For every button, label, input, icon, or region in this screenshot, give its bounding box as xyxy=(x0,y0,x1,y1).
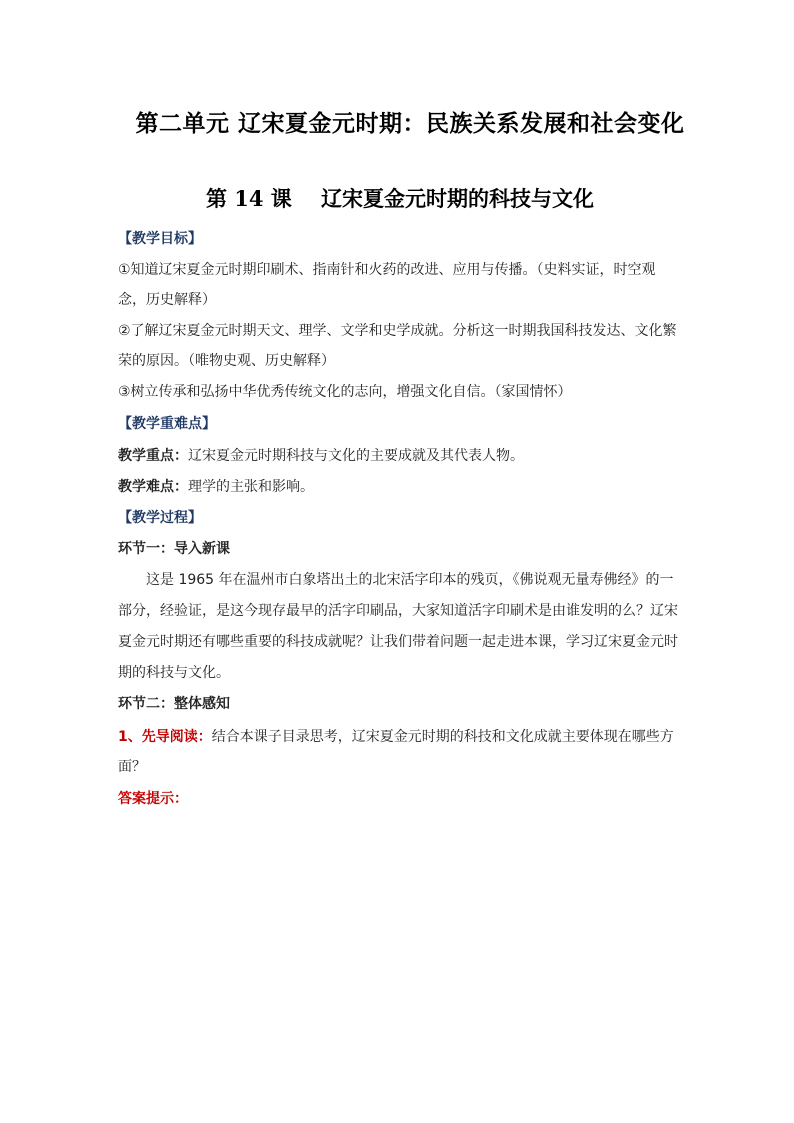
reading-text: 结合本课子目录思考，辽宋夏金元时期的科技和文化成就主要体现在哪些方面？ xyxy=(118,729,674,775)
objective-item: ①知道辽宋夏金元时期印刷术、指南针和火药的改进、应用与传播。（史料实证，时空观念，历史解释） xyxy=(118,262,656,308)
difficulty-text: 理学的主张和影响。 xyxy=(188,479,314,495)
step1-text: 这是 1965 年在温州市白象塔出土的北宋活字印本的残页，《佛说观无量寿佛经》的一部分，经验证，是这今现存最早的活字印刷品，大家知道活字印刷术是由谁发明的么？辽宋夏金元时期还有哪些重要的科技成就呢？让我们带着问题一起走进本课，学习辽宋夏金元时期的科技与文化。 xyxy=(118,572,678,681)
step1-label: 环节一：导入新课 xyxy=(118,541,230,557)
focus-line xyxy=(118,441,678,471)
objective-item: ③树立传承和弘扬中华优秀传统文化的志向，增强文化自信。（家国情怀） xyxy=(118,384,572,400)
lesson-title: 第 14 课 辽宋夏金元时期的科技与文化 xyxy=(205,186,595,211)
difficulty-line xyxy=(118,472,678,502)
step2-label: 环节二：整体感知 xyxy=(118,696,230,712)
difficulty-label: 教学难点： xyxy=(118,479,188,495)
reading-label: 1、先导阅读： xyxy=(118,729,212,745)
objectives-heading: 【教学目标】 xyxy=(118,231,202,247)
focus-text: 辽宋夏金元时期科技与文化的主要成就及其代表人物。 xyxy=(188,448,524,464)
focus-label: 教学重点： xyxy=(118,448,188,464)
objective-item: ②了解辽宋夏金元时期天文、理学、文学和史学成就。分析这一时期我国科技发达、文化繁荣的原因。（唯物史观、历史解释） xyxy=(118,323,677,369)
reading-line xyxy=(118,722,678,782)
answer-hint-label: 答案提示： xyxy=(118,791,188,807)
unit-title: 第二单元 辽宋夏金元时期：民族关系发展和社会变化 xyxy=(135,110,685,137)
process-heading: 【教学过程】 xyxy=(118,510,202,526)
key-points-heading: 【教学重难点】 xyxy=(118,416,216,432)
